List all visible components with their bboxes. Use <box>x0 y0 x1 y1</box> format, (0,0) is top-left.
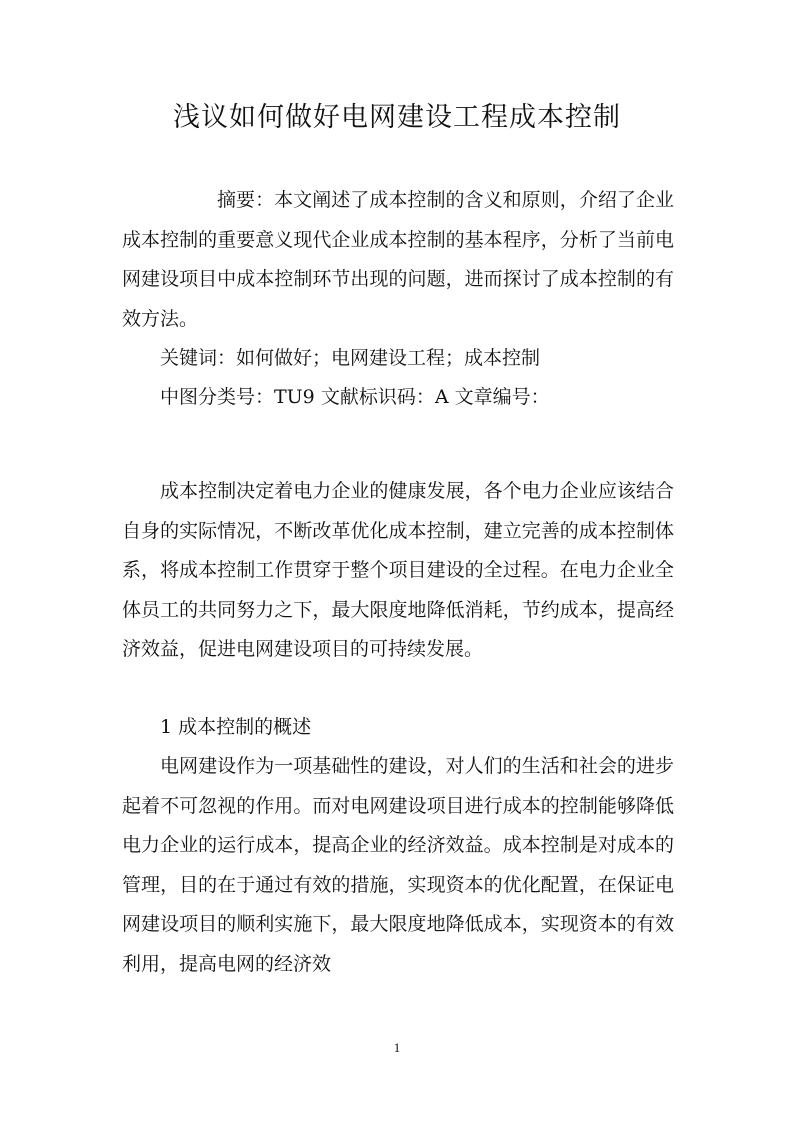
section-heading: 1 成本控制的概述 <box>160 716 312 738</box>
abstract-paragraph: 摘要：本文阐述了成本控制的含义和原则，介绍了企业成本控制的重要意义现代企业成本控制的基本程序，分析了当前电网建设项目中成本控制环节出现的问题，进而探讨了成本控制的有效方法。 <box>122 189 674 330</box>
body-paragraph: 电网建设作为一项基础性的建设，对人们的生活和社会的进步起着不可忽视的作用。而对电网建设项目进行成本的控制能够降低电力企业的运行成本，提高企业的经济效益。成本控制是对成本的管理，目的在于通过有效的措施，实现资本的优化配置，在保证电网建设项目的顺利实施下，最大限度地降低成本，实现资本的有效利用，提高电网的经济效 <box>122 755 674 975</box>
keywords-line: 关键词：如何做好；电网建设工程；成本控制 <box>160 347 541 369</box>
intro-paragraph: 成本控制决定着电力企业的健康发展，各个电力企业应该结合自身的实际情况，不断改革优化成本控制，建立完善的成本控制体系，将成本控制工作贯穿于整个项目建设的全过程。在电力企业全体员工的共同努力之下，最大限度地降低消耗，节约成本，提高经济效益，促进电网建设项目的可持续发展。 <box>122 480 674 660</box>
document-title: 浅议如何做好电网建设工程成本控制 <box>173 102 621 133</box>
classification-line: 中图分类号：TU9 文献标识码：A 文章编号： <box>160 386 550 408</box>
page-number: 1 <box>393 1040 401 1055</box>
